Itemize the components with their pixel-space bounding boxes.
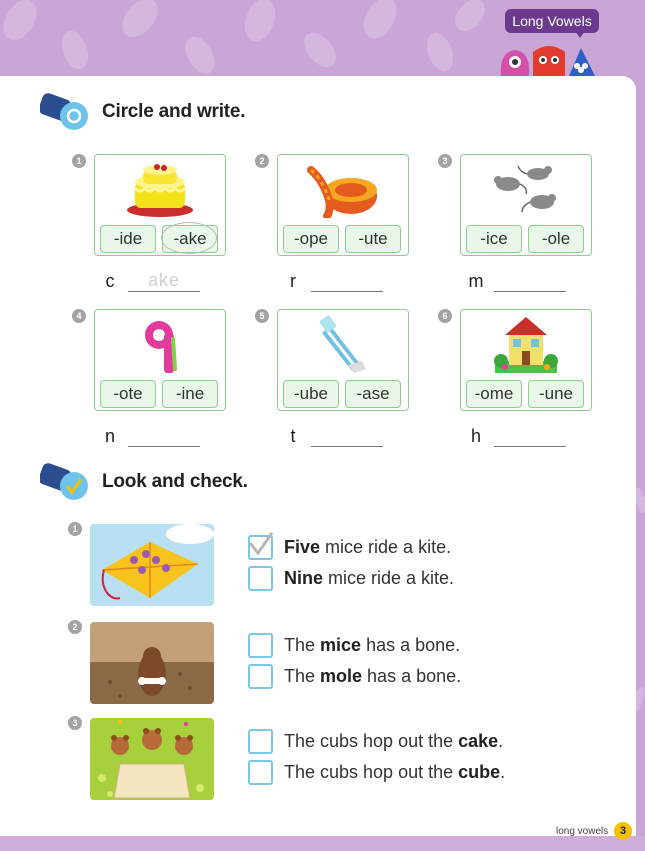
check-option (248, 760, 505, 785)
checkbox[interactable] (248, 535, 273, 560)
picture-card (94, 309, 226, 411)
picture-card (277, 309, 409, 411)
starting-letter: r (290, 271, 296, 291)
answer-blank[interactable] (311, 424, 383, 447)
answer-row (458, 266, 608, 292)
mole-with-bone-photo (90, 622, 214, 704)
word-ending-option[interactable]: -ute (345, 225, 401, 253)
picture-card (460, 309, 592, 411)
unit-badge-label: Long Vowels (512, 13, 592, 29)
answer-row (458, 421, 608, 447)
word-ending-option[interactable]: -ine (162, 380, 218, 408)
mice-picture (461, 155, 591, 223)
answer-blank[interactable]: ake (128, 269, 200, 292)
word-ending-option[interactable]: -ole (528, 225, 584, 253)
checkmark-icon (248, 531, 274, 557)
option-sentence: The mice has a bone. (284, 635, 461, 655)
unit-badge (505, 9, 599, 33)
word-ending-option[interactable]: -ope (283, 225, 339, 253)
picture-card (277, 154, 409, 256)
rope-picture (278, 155, 408, 223)
section-circle-and-write (40, 92, 245, 132)
checkbox[interactable] (248, 664, 273, 689)
exercise-item (438, 154, 613, 294)
option-sentence: The mole has a bone. (284, 666, 462, 686)
tube-picture (278, 310, 408, 378)
word-ending-options (283, 225, 401, 253)
check-option (248, 633, 460, 658)
exercise-item (255, 309, 430, 449)
exercise-item (438, 309, 613, 449)
checkbox[interactable] (248, 760, 273, 785)
option-sentence: The cubs hop out the cube. (284, 762, 506, 782)
section-look-and-check (40, 462, 248, 502)
item-number: 1 (72, 154, 86, 168)
item-number: 4 (72, 309, 86, 323)
section-title: Circle and write. (102, 101, 246, 122)
option-sentence: The cubs hop out the cake. (284, 731, 504, 751)
word-ending-option[interactable]: -une (528, 380, 584, 408)
checkbox[interactable] (248, 633, 273, 658)
item-number: 3 (68, 716, 82, 730)
checkbox[interactable] (248, 566, 273, 591)
answer-blank[interactable] (128, 424, 200, 447)
word-ending-option[interactable]: -ube (283, 380, 339, 408)
pencil-check-icon (40, 462, 92, 502)
item-number: 1 (68, 522, 82, 536)
page-number: 3 (614, 822, 632, 840)
picture-card (94, 154, 226, 256)
starting-letter: h (470, 426, 481, 446)
item-number: 2 (68, 620, 82, 634)
word-ending-option[interactable]: -ice (466, 225, 522, 253)
starting-letter: m (468, 271, 484, 291)
monster-mascots-icon (497, 40, 607, 76)
mice-on-kite-photo (90, 524, 214, 606)
item-number: 3 (438, 154, 452, 168)
word-ending-option[interactable]: -ide (100, 225, 156, 253)
word-ending-option[interactable]: -ake (162, 225, 218, 253)
exercise-item (255, 154, 430, 294)
nine-picture (95, 310, 225, 378)
starting-letter: t (290, 426, 296, 446)
section-title: Look and check. (102, 471, 248, 492)
item-number: 6 (438, 309, 452, 323)
check-option (248, 535, 451, 560)
answer-blank[interactable] (494, 424, 566, 447)
pencil-circle-icon (40, 92, 92, 132)
answer-blank[interactable] (311, 269, 383, 292)
word-ending-options (100, 225, 218, 253)
footer-label: long vowels (556, 826, 609, 837)
word-ending-options (466, 225, 584, 253)
exercise-item (72, 309, 247, 449)
exercise-item (72, 154, 247, 294)
answer-row (275, 421, 425, 447)
starting-letter: n (104, 426, 115, 446)
bottom-strip (0, 836, 645, 851)
answer-row (92, 421, 242, 447)
option-sentence: Nine mice ride a kite. (284, 568, 455, 588)
checkbox[interactable] (248, 729, 273, 754)
word-ending-options (466, 380, 584, 408)
check-option (248, 729, 503, 754)
answer-blank[interactable] (494, 269, 566, 292)
cubs-in-box-photo (90, 718, 214, 800)
word-ending-options (100, 380, 218, 408)
picture-card (460, 154, 592, 256)
home-picture (461, 310, 591, 378)
check-option (248, 664, 461, 689)
word-ending-option[interactable]: -ote (100, 380, 156, 408)
answer-row (92, 266, 242, 292)
item-number: 2 (255, 154, 269, 168)
answer-row (275, 266, 425, 292)
item-number: 5 (255, 309, 269, 323)
option-sentence: Five mice ride a kite. (284, 537, 452, 557)
word-ending-option[interactable]: -ome (466, 380, 522, 408)
check-option (248, 566, 454, 591)
word-ending-options (283, 380, 401, 408)
starting-letter: c (105, 271, 115, 291)
word-ending-option[interactable]: -ase (345, 380, 401, 408)
cake-picture (95, 155, 225, 223)
